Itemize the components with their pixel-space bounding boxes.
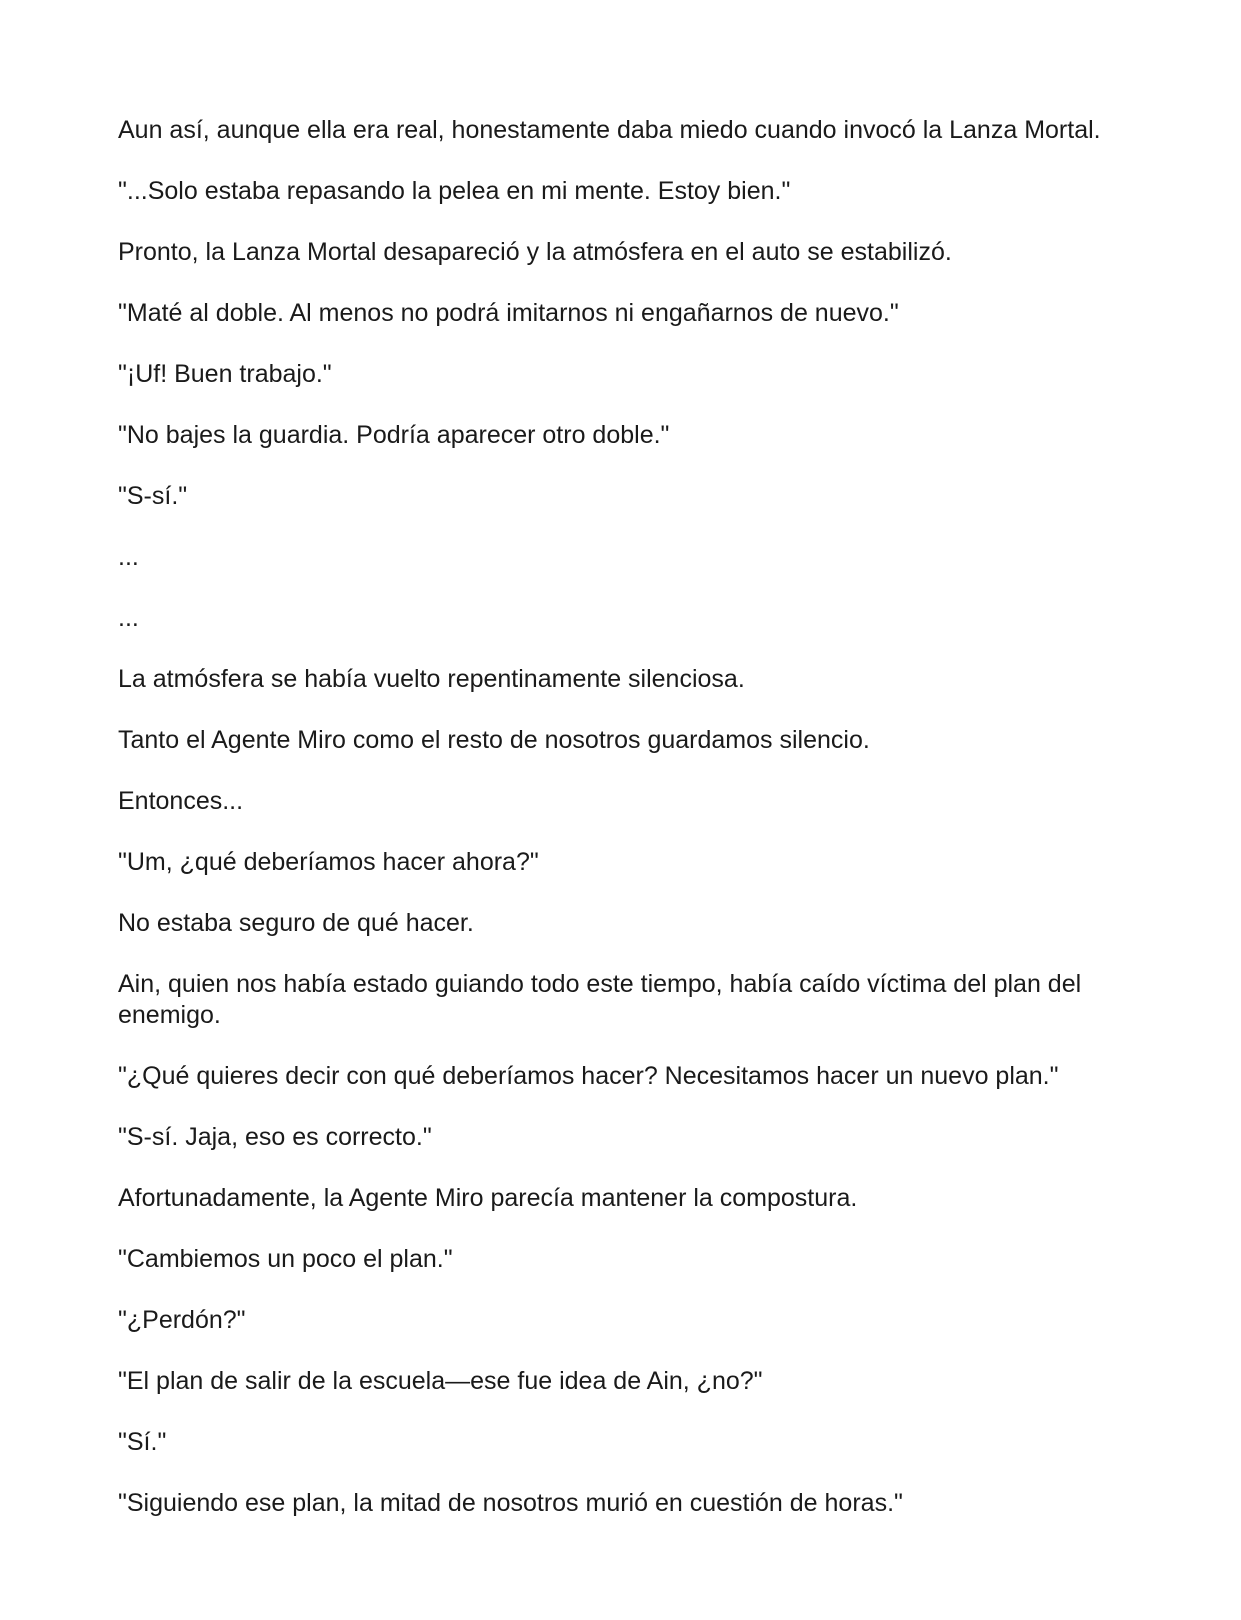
paragraph: ... (118, 604, 139, 632)
paragraph: "Sí." (118, 1428, 167, 1456)
paragraph: "...Solo estaba repasando la pelea en mi mente. Estoy bien." (118, 177, 791, 205)
paragraph: "Maté al doble. Al menos no podrá imitarnos ni engañarnos de nuevo." (118, 299, 899, 327)
paragraph: Tanto el Agente Miro como el resto de nosotros guardamos silencio. (118, 726, 870, 754)
paragraph: "El plan de salir de la escuela—ese fue idea de Ain, ¿no?" (118, 1367, 763, 1395)
paragraph: "S-sí." (118, 482, 188, 510)
paragraph: "Siguiendo ese plan, la mitad de nosotros murió en cuestión de horas." (118, 1489, 903, 1517)
paragraph: ... (118, 543, 139, 571)
paragraph: "Um, ¿qué deberíamos hacer ahora?" (118, 848, 539, 876)
paragraph: La atmósfera se había vuelto repentinamente silenciosa. (118, 665, 745, 693)
paragraph: "No bajes la guardia. Podría aparecer otro doble." (118, 421, 670, 449)
paragraph: No estaba seguro de qué hacer. (118, 909, 474, 937)
paragraph: Afortunadamente, la Agente Miro parecía mantener la compostura. (118, 1184, 858, 1212)
paragraph: "S-sí. Jaja, eso es correcto." (118, 1123, 432, 1151)
paragraph: "Cambiemos un poco el plan." (118, 1245, 453, 1273)
paragraph: "¡Uf! Buen trabajo." (118, 360, 332, 388)
document-body (118, 115, 1128, 1549)
paragraph: Pronto, la Lanza Mortal desapareció y la atmósfera en el auto se estabilizó. (118, 238, 952, 266)
paragraph: Entonces... (118, 787, 244, 815)
paragraph: "¿Qué quieres decir con qué deberíamos hacer? Necesitamos hacer un nuevo plan." (118, 1062, 1059, 1090)
paragraph: "¿Perdón?" (118, 1306, 246, 1334)
paragraph: Aun así, aunque ella era real, honestamente daba miedo cuando invocó la Lanza Mortal. (118, 116, 1101, 144)
paragraph: Ain, quien nos había estado guiando todo este tiempo, había caído víctima del plan del enemigo. (118, 970, 1082, 1029)
